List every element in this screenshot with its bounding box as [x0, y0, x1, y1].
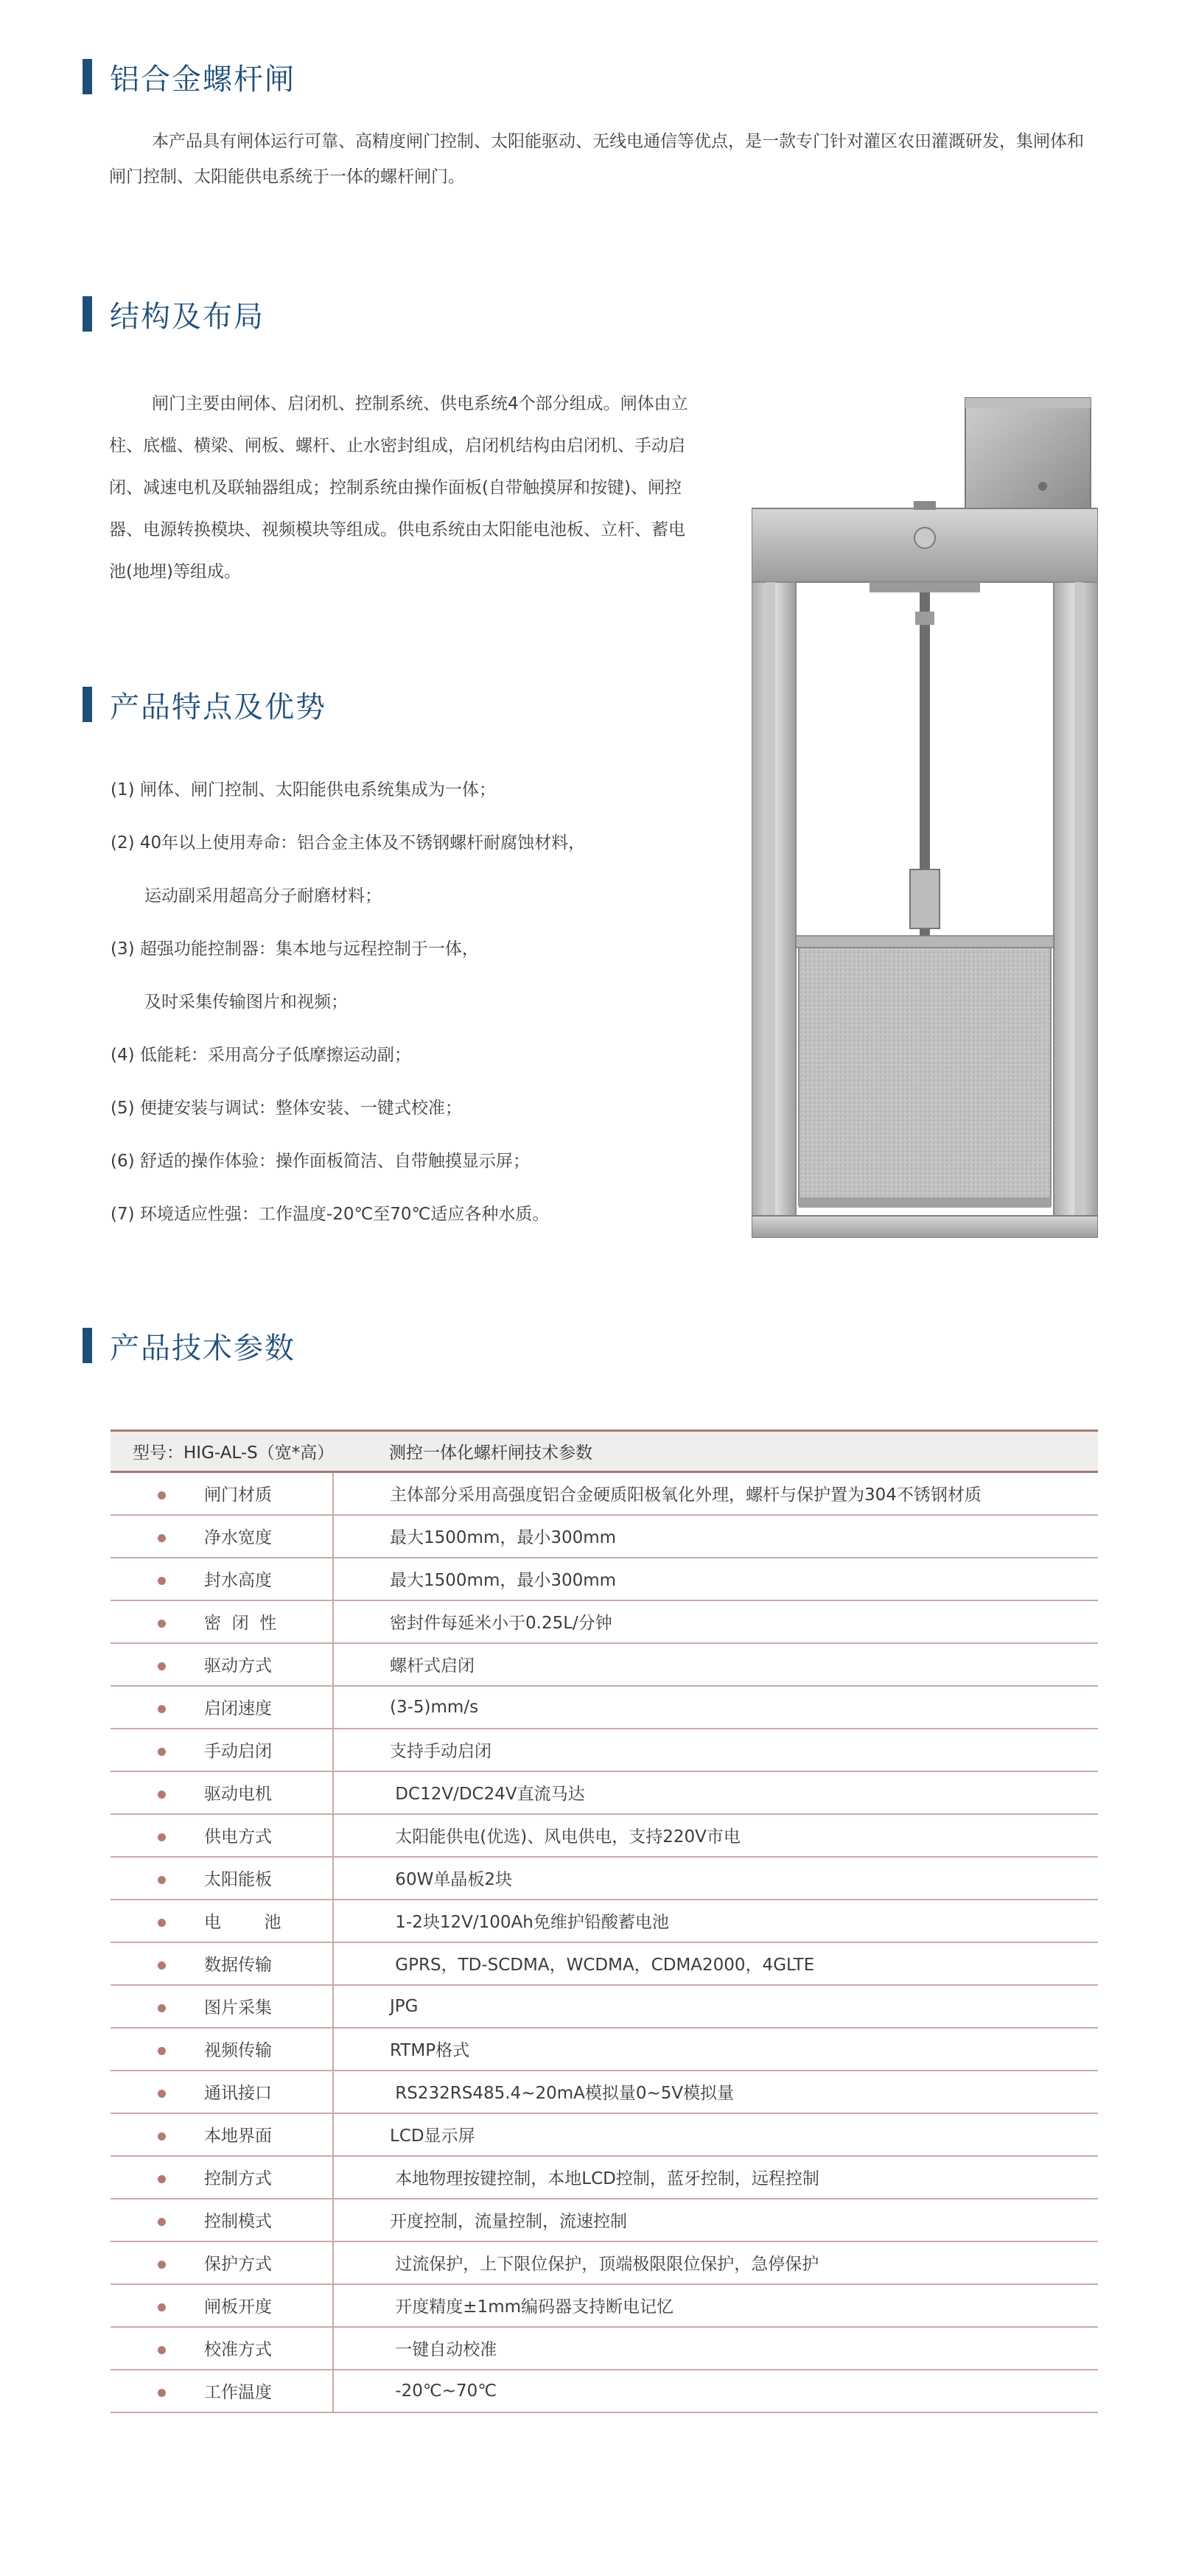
specs-title: 产品技术参数: [110, 1331, 295, 1365]
bullet-dot-icon: [158, 1662, 166, 1670]
spec-label-cell: [111, 1600, 333, 1643]
title-bar: [83, 687, 92, 722]
spec-label-cell: [111, 1985, 333, 2028]
bullet-dot-icon: [158, 2175, 166, 2183]
spec-label-cell: [111, 2156, 333, 2199]
table-row: [111, 1643, 1098, 1686]
spec-label: 本地界面: [204, 2127, 272, 2146]
table-row: [111, 2284, 1098, 2327]
table-row: [111, 1900, 1098, 1942]
spec-value: 本地物理按键控制，本地LCD控制，蓝牙控制，远程控制: [333, 2156, 1098, 2199]
section-title-intro: [83, 57, 295, 96]
feature-item: (6) 舒适的操作体验：操作面板简洁、自带触摸显示屏；: [111, 1152, 530, 1171]
bullet-dot-icon: [158, 2218, 166, 2226]
section-title-structure: [83, 295, 265, 333]
spec-value: 螺杆式启闭: [333, 1643, 1098, 1686]
table-header-row: [111, 1431, 1098, 1472]
spec-label: 图片采集: [204, 1998, 272, 2017]
spec-label: 净水宽度: [204, 1528, 272, 1547]
spec-label: 电 池: [204, 1913, 281, 1932]
spec-label: 控制方式: [204, 2169, 272, 2188]
gate-plate: [799, 948, 1051, 1205]
bullet-dot-icon: [158, 2389, 166, 2397]
spec-label-cell: [111, 1900, 333, 1942]
spec-value: 过流保护，上下限位保护，顶端极限限位保护，急停保护: [333, 2241, 1098, 2284]
spec-value: 最大1500mm，最小300mm: [333, 1515, 1098, 1558]
section-title-specs: [83, 1326, 295, 1365]
table-header-model: 型号：HIG-AL-S（宽*高）: [111, 1431, 333, 1472]
spec-table: [111, 1429, 1098, 2413]
table-row: [111, 2156, 1098, 2199]
bullet-dot-icon: [158, 1577, 166, 1585]
spec-value: 开度精度±1mm编码器支持断电记忆: [333, 2284, 1098, 2327]
table-header-params: 测控一体化螺杆闸技术参数: [333, 1431, 1098, 1472]
spec-label: 工作温度: [204, 2383, 272, 2402]
spec-label: 闸门材质: [204, 1485, 272, 1505]
spec-label: 闸板开度: [204, 2297, 272, 2317]
bullet-dot-icon: [158, 2132, 166, 2141]
spec-label-cell: [111, 2113, 333, 2156]
feature-item-continued: 运动副采用超高分子耐磨材料；: [144, 886, 382, 906]
spec-value: 密封件每延米小于0.25L/分钟: [333, 1600, 1098, 1643]
title-bar: [83, 296, 92, 332]
features-title: 产品特点及优势: [110, 690, 326, 724]
spec-value: 60W单晶板2块: [333, 1857, 1098, 1900]
bullet-dot-icon: [158, 2261, 166, 2269]
bullet-dot-icon: [158, 1705, 166, 1713]
feature-item: (3) 超强功能控制器：集本地与远程控制于一体，: [111, 939, 479, 959]
motor-box: [965, 398, 1091, 508]
spec-label-cell: [111, 1686, 333, 1729]
spec-label: 校准方式: [204, 2340, 272, 2359]
bullet-dot-icon: [158, 1876, 166, 1884]
title-bar: [83, 1328, 92, 1363]
table-row: [111, 1729, 1098, 1771]
bullet-dot-icon: [158, 1748, 166, 1756]
bullet-dot-icon: [158, 2047, 166, 2055]
bullet-dot-icon: [158, 1791, 166, 1799]
spec-value: 支持手动启闭: [333, 1729, 1098, 1771]
table-row: [111, 1814, 1098, 1857]
spec-value: RTMP格式: [333, 2028, 1098, 2071]
screw-gate-illustration: [752, 391, 1098, 1238]
spec-value: GPRS，TD-SCDMA，WCDMA，CDMA2000，4GLTE: [333, 1942, 1098, 1985]
spec-label-cell: [111, 1814, 333, 1857]
spec-value: JPG: [333, 1985, 1098, 2028]
feature-item: (2) 40年以上使用寿命：铝合金主体及不锈钢螺杆耐腐蚀材料，: [111, 833, 586, 853]
table-row: [111, 1985, 1098, 2028]
spec-label: 保护方式: [204, 2255, 272, 2274]
table-row: [111, 1558, 1098, 1600]
spec-label: 封水高度: [204, 1571, 272, 1590]
spec-label: 密 闭 性: [204, 1614, 277, 1633]
intro-paragraph: 本产品具有闸体运行可靠、高精度闸门控制、太阳能驱动、无线电通信等优点，是一款专门针对灌区农田灌溉研发，集闸体和闸门控制、太阳能供电系统于一体的螺杆闸门。: [109, 132, 1084, 186]
spec-label-cell: [111, 2370, 333, 2412]
bullet-dot-icon: [158, 2090, 166, 2098]
spec-label-cell: [111, 2327, 333, 2370]
spec-label-cell: [111, 2199, 333, 2241]
bullet-dot-icon: [158, 1491, 166, 1499]
spec-value: DC12V/DC24V直流马达: [333, 1771, 1098, 1814]
spec-label-cell: [111, 2241, 333, 2284]
structure-title: 结构及布局: [110, 299, 265, 334]
bullet-dot-icon: [158, 1961, 166, 1970]
structure-paragraph: 闸门主要由闸体、启闭机、控制系统、供电系统4个部分组成。闸体由立柱、底槛、横梁、闸板、螺杆、止水密封组成，启闭机结构由启闭机、手动启闭、减速电机及联轴器组成；控制系统由操作面板(自带触摸屏和按键)、闸控器、电源转换模块、视频模块等组成。供电系统由太阳能电池板、立杆、蓄电池(地埋)等组成。: [109, 394, 688, 581]
spec-value: 最大1500mm，最小300mm: [333, 1558, 1098, 1600]
spec-label-cell: [111, 1472, 333, 1515]
table-row: [111, 1686, 1098, 1729]
table-row: [111, 1771, 1098, 1814]
feature-item: (4) 低能耗：采用高分子低摩擦运动副；: [111, 1046, 411, 1065]
feature-item: (7) 环境适应性强：工作温度-20℃至70℃适应各种水质。: [111, 1205, 550, 1224]
spec-label-cell: [111, 1942, 333, 1985]
table-row: [111, 2327, 1098, 2370]
spec-label: 控制模式: [204, 2212, 272, 2231]
spec-label-cell: [111, 1515, 333, 1558]
bullet-dot-icon: [158, 2346, 166, 2354]
title-bar: [83, 59, 92, 94]
spec-label: 通讯接口: [204, 2084, 272, 2103]
bullet-dot-icon: [158, 1620, 166, 1628]
bullet-dot-icon: [158, 1919, 166, 1927]
bullet-dot-icon: [158, 2303, 166, 2311]
spec-value: RS232RS485.4~20mA模拟量0~5V模拟量: [333, 2071, 1098, 2113]
spec-value: 开度控制，流量控制，流速控制: [333, 2199, 1098, 2241]
spec-value: 1-2块12V/100Ah免维护铅酸蓄电池: [333, 1900, 1098, 1942]
bottom-sill: [752, 1216, 1098, 1238]
spec-label: 启闭速度: [204, 1699, 272, 1718]
spec-value: 主体部分采用高强度铝合金硬质阳极氧化外理，螺杆与保护置为304不锈钢材质: [333, 1472, 1098, 1515]
spec-label-cell: [111, 1729, 333, 1771]
spec-label-cell: [111, 2028, 333, 2071]
spec-label: 驱动方式: [204, 1656, 272, 1676]
spec-label-cell: [111, 1771, 333, 1814]
bullet-dot-icon: [158, 1534, 166, 1542]
table-row: [111, 1472, 1098, 1515]
spec-value: 太阳能供电(优选)、风电供电，支持220V市电: [333, 1814, 1098, 1857]
feature-item: (5) 便捷安装与调试：整体安装、一键式校准；: [111, 1099, 462, 1118]
table-row: [111, 2071, 1098, 2113]
bullet-dot-icon: [158, 2004, 166, 2012]
feature-item: (1) 闸体、闸门控制、太阳能供电系统集成为一体；: [111, 780, 496, 799]
spec-label-cell: [111, 1857, 333, 1900]
spec-value: (3-5)mm/s: [333, 1686, 1098, 1729]
spec-value: -20℃~70℃: [333, 2370, 1098, 2412]
table-row: [111, 2199, 1098, 2241]
spec-label: 驱动电机: [204, 1785, 272, 1804]
feature-item-continued: 及时采集传输图片和视频；: [144, 993, 348, 1012]
spec-label: 手动启闭: [204, 1742, 272, 1761]
table-row: [111, 1857, 1098, 1900]
table-row: [111, 2028, 1098, 2071]
spec-label-cell: [111, 1558, 333, 1600]
spec-label: 数据传输: [204, 1956, 272, 1975]
table-row: [111, 1600, 1098, 1643]
section-title-features: [83, 685, 326, 724]
spec-label: 供电方式: [204, 1827, 272, 1847]
table-row: [111, 1942, 1098, 1985]
table-row: [111, 2113, 1098, 2156]
spec-value: 一键自动校准: [333, 2327, 1098, 2370]
bullet-dot-icon: [158, 1833, 166, 1841]
spec-label: 视频传输: [204, 2041, 272, 2060]
spec-label-cell: [111, 1643, 333, 1686]
spec-label-cell: [111, 2071, 333, 2113]
table-row: [111, 2370, 1098, 2412]
table-row: [111, 1515, 1098, 1558]
spec-value: LCD显示屏: [333, 2113, 1098, 2156]
spec-label-cell: [111, 2284, 333, 2327]
spec-label: 太阳能板: [204, 1870, 272, 1889]
intro-title: 铝合金螺杆闸: [110, 62, 295, 97]
table-row: [111, 2241, 1098, 2284]
